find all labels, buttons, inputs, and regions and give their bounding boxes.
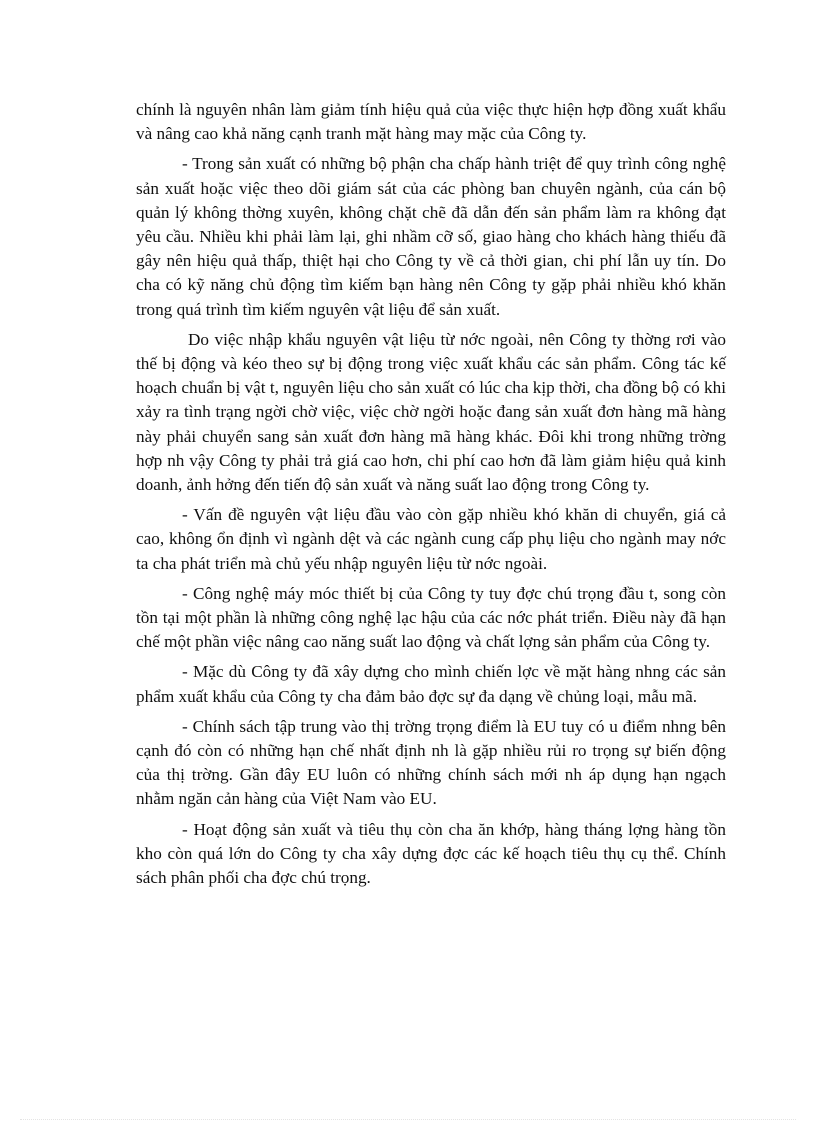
paragraph-technology: - Công nghệ máy móc thiết bị của Công ty tuy đợc chú trọng đầu t, song còn tồn tại một phần là những công nghệ lạc hậu của các nớc phát triển. Điều này đã hạn chế một phần việc nâng cao năng suất lao động và chất lợng sản phẩm của Công ty. — [136, 583, 726, 652]
paragraph-input-materials: - Vấn đề nguyên vật liệu đầu vào còn gặp nhiều khó khăn di chuyển, giá cả cao, không ổn định vì ngành dệt và các ngành cung cấp phụ liệu cho ngành may nớc ta cha phát triển mà chủ yếu nhập nguyên liệu từ nớc ngoài. — [136, 505, 726, 573]
paragraph-continuation: chính là nguyên nhân làm giảm tính hiệu quả của việc thực hiện hợp đồng xuất khẩu và nâng cao khả năng cạnh tranh mặt hàng may mặc của Công ty. — [136, 100, 726, 144]
page-bottom-divider — [20, 1119, 796, 1120]
paragraph-material-import: Do việc nhập khẩu nguyên vật liệu từ nớc ngoài, nên Công ty thờng rơi vào thế bị động và kéo theo sự bị động trong việc xuất khẩu các sản phẩm. Công tác kế hoạch chuẩn bị vật t, nguyên liệu cho sản xuất có lúc cha kịp thời, cha đồng bộ có khi xảy ra tình trạng ngời chờ việc, việc chờ ngời hoặc đang sản xuất đơn hàng mã hàng này phải chuyển sang sản xuất đơn hàng mã hàng khác. Đôi khi trong những trờng hợp nh vậy Công ty phải trả giá cao hơn, chi phí cao hơn đã làm giảm hiệu quả kinh doanh, ảnh hởng đến tiến độ sản xuất và năng suất lao động trong Công ty. — [136, 329, 726, 495]
paragraph-production-issues: - Trong sản xuất có những bộ phận cha chấp hành triệt để quy trình công nghệ sản xuất hoặc việc theo dõi giám sát của các phòng ban chuyên ngành, của cán bộ quản lý không thờng xuyên, không chặt chẽ đã dẫn đến sản phẩm làm ra không đạt yêu cầu. Nhiều khi phải làm lại, ghi nhầm cỡ số, giao hàng cho khách hàng thiếu đã gây nên hiệu quả thấp, thiệt hại cho Công ty về cả thời gian, chi phí lẫn uy tín. Do cha có kỹ năng chủ động tìm kiếm bạn hàng nên Công ty gặp phải nhiều khó khăn trong quá trình tìm kiếm nguyên vật liệu để sản xuất. — [136, 154, 726, 319]
body-text — [136, 98, 726, 896]
paragraph-product-strategy: - Mặc dù Công ty đã xây dựng cho mình chiến lợc về mặt hàng nhng các sản phẩm xuất khẩu của Công ty cha đảm bảo đợc sự đa dạng về chủng loại, mẫu mã. — [136, 662, 726, 706]
paragraph-market-policy: - Chính sách tập trung vào thị trờng trọng điểm là EU tuy có u điểm nhng bên cạnh đó còn có những hạn chế nhất định nh là gặp nhiều rủi ro trọng sự biến động của thị trờng. Gần đây EU luôn có những chính sách mới nh áp dụng hạn ngạch nhằm ngăn cản hàng của Việt Nam vào EU. — [136, 716, 726, 809]
paragraph-sales-distribution: - Hoạt động sản xuất và tiêu thụ còn cha ăn khớp, hàng tháng lợng hàng tồn kho còn quá lớn do Công ty cha xây dựng đợc các kế hoạch tiêu thụ cụ thể. Chính sách phân phối cha đợc chú trọng. — [136, 819, 726, 888]
